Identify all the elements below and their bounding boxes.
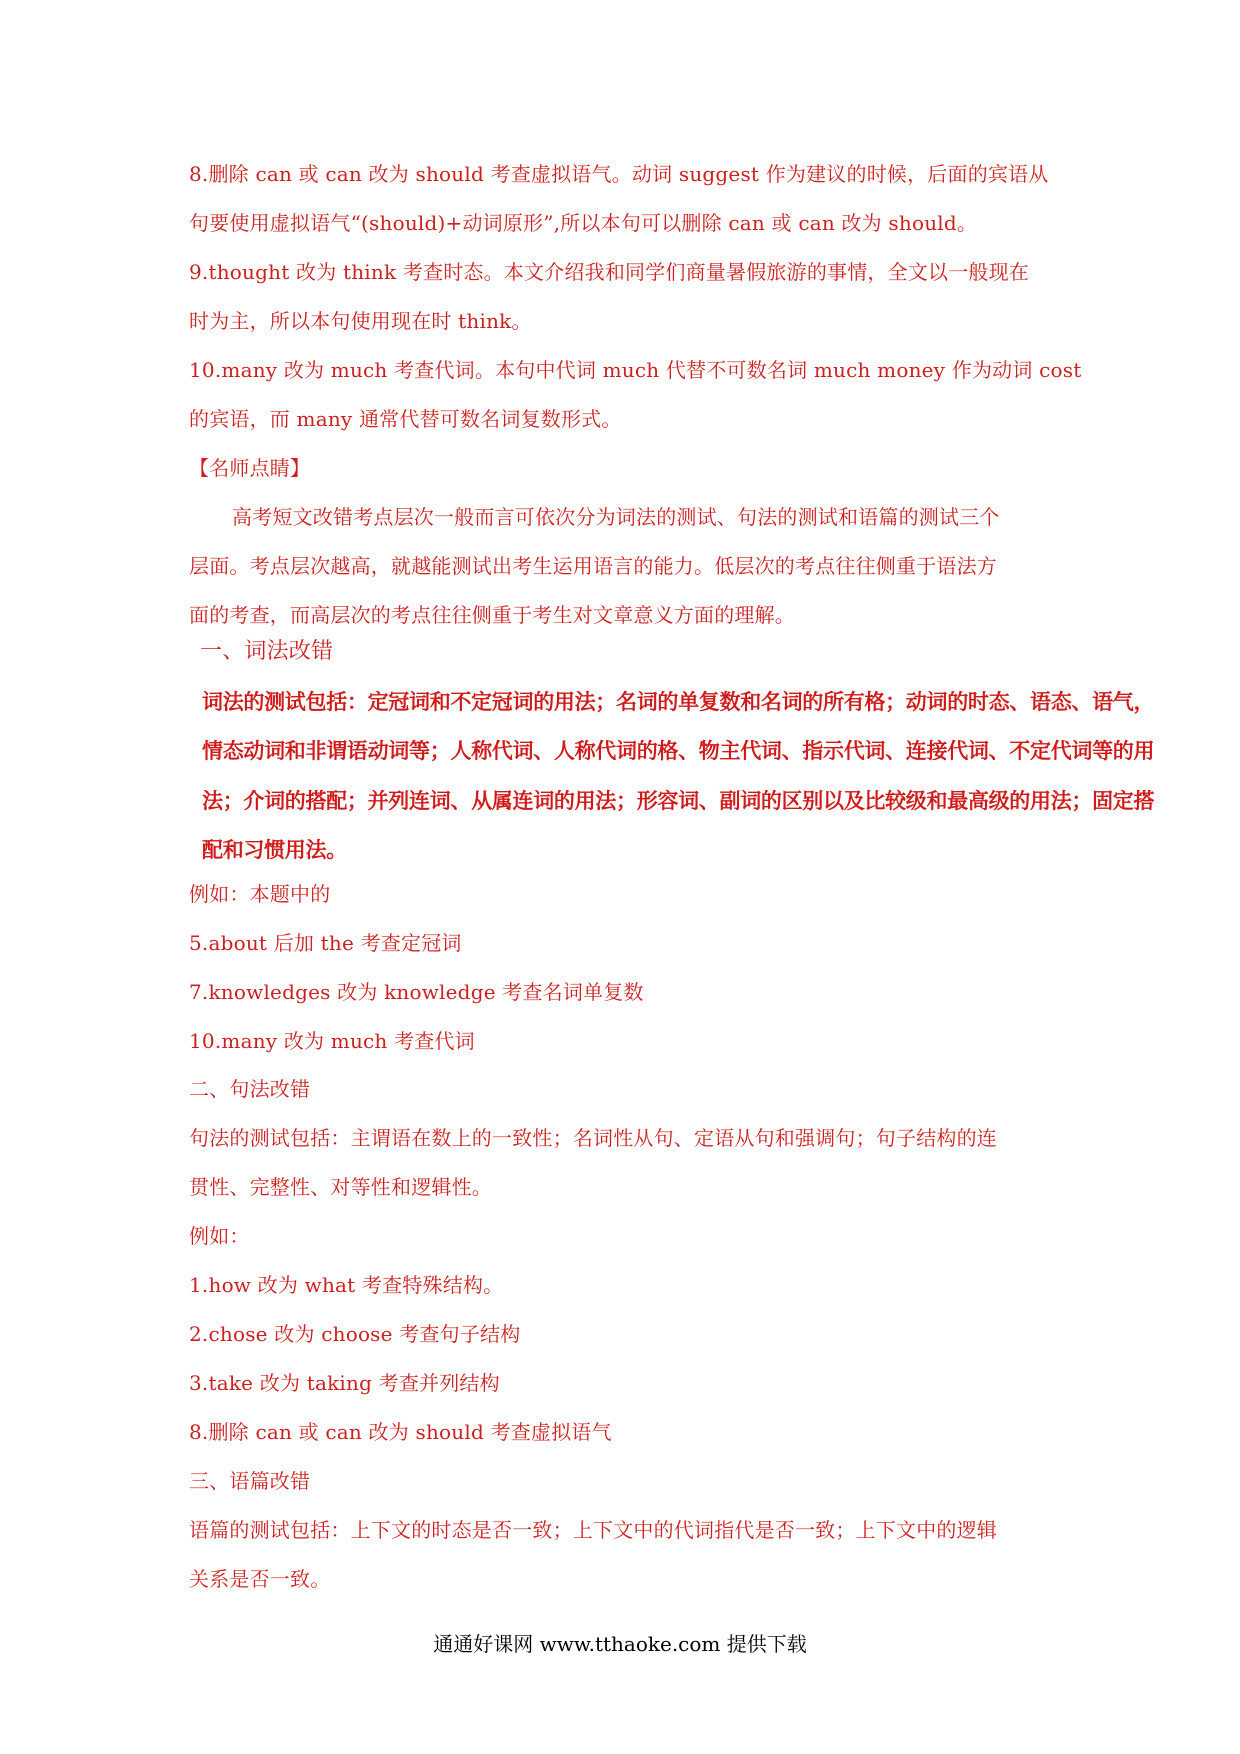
- tip-title: 【名师点睛】: [189, 456, 311, 480]
- section1-example-intro: 例如：本题中的: [189, 882, 331, 906]
- section2-example-intro: 例如：: [189, 1224, 250, 1248]
- section1-example: 5.about 后加 the 考查定冠词: [189, 931, 462, 955]
- section3-desc-line: 语篇的测试包括：上下文的时态是否一致；上下文中的代词指代是否一致；上下文中的逻辑: [189, 1518, 997, 1542]
- page-footer: 通通好课网 www.tthaoke.com 提供下载: [433, 1632, 807, 1656]
- section1-example: 7.knowledges 改为 knowledge 考查名词单复数: [189, 980, 644, 1004]
- section2-desc-line: 句法的测试包括：主谓语在数上的一致性；名词性从句、定语从句和强调句；句子结构的连: [189, 1126, 997, 1150]
- paragraph-line: 时为主，所以本句使用现在时 think。: [189, 309, 532, 333]
- section2-example: 8.删除 can 或 can 改为 should 考查虚拟语气: [189, 1420, 612, 1444]
- tip-paragraph-line: 面的考查，而高层次的考点往往侧重于考生对文章意义方面的理解。: [189, 603, 795, 627]
- section1-desc-line: 配和习惯用法。: [202, 838, 347, 862]
- section2-example: 2.chose 改为 choose 考查句子结构: [189, 1322, 521, 1346]
- paragraph-line: 8.删除 can 或 can 改为 should 考查虚拟语气。动词 suggest 作为建议的时候，后面的宾语从: [189, 162, 1049, 186]
- section1-desc-line: 词法的测试包括：定冠词和不定冠词的用法；名词的单复数和名词的所有格；动词的时态、语态、语气，: [202, 690, 1155, 714]
- paragraph-line: 9.thought 改为 think 考查时态。本文介绍我和同学们商量暑假旅游的事情，全文以一般现在: [189, 260, 1030, 284]
- section2-title: 二、句法改错: [189, 1077, 311, 1101]
- paragraph-line: 10.many 改为 much 考查代词。本句中代词 much 代替不可数名词 much money 作为动词 cost: [189, 358, 1082, 382]
- section1-title: 一、词法改错: [200, 639, 334, 664]
- paragraph-line: 的宾语，而 many 通常代替可数名词复数形式。: [189, 407, 622, 431]
- tip-paragraph-line: 层面。考点层次越高，就越能测试出考生运用语言的能力。低层次的考点往往侧重于语法方: [189, 554, 997, 578]
- section3-title: 三、语篇改错: [189, 1469, 311, 1493]
- paragraph-line: 句要使用虚拟语气“(should)+动词原形”,所以本句可以删除 can 或 can 改为 should。: [189, 211, 978, 235]
- section2-example: 1.how 改为 what 考查特殊结构。: [189, 1273, 504, 1297]
- section1-desc-line: 法；介词的搭配；并列连词、从属连词的用法；形容词、副词的区别以及比较级和最高级的用法；固定搭: [202, 789, 1155, 813]
- tip-paragraph-line: 高考短文改错考点层次一般而言可依次分为词法的测试、句法的测试和语篇的测试三个: [232, 505, 1000, 529]
- section1-desc-line: 情态动词和非谓语动词等；人称代词、人称代词的格、物主代词、指示代词、连接代词、不定代词等的用: [202, 739, 1155, 763]
- section2-desc-line: 贯性、完整性、对等性和逻辑性。: [189, 1175, 492, 1199]
- section1-example: 10.many 改为 much 考查代词: [189, 1029, 475, 1053]
- section2-example: 3.take 改为 taking 考查并列结构: [189, 1371, 500, 1395]
- section3-desc-line: 关系是否一致。: [189, 1567, 331, 1591]
